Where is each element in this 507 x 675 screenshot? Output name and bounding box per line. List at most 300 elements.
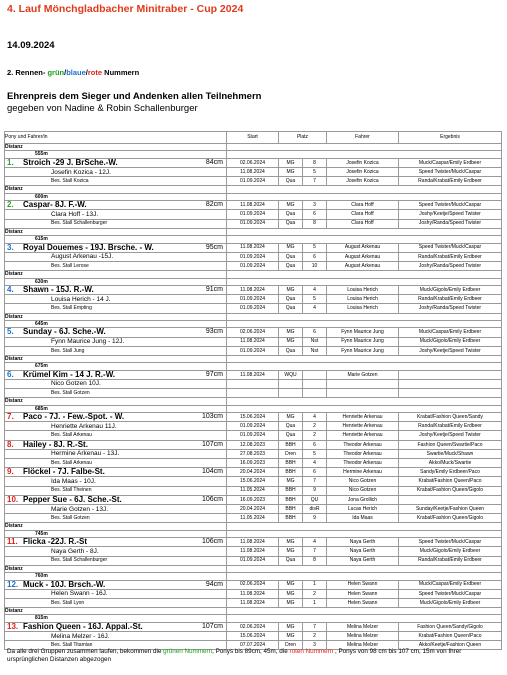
entry-row bbox=[5, 210, 502, 219]
distance-label: Distanz bbox=[5, 398, 23, 405]
pony-height: 94cm bbox=[205, 580, 223, 588]
start-track bbox=[279, 379, 303, 388]
start-driver: Nico Gotzen bbox=[327, 477, 399, 486]
rider-name: Clara Hoff - 13J. bbox=[51, 210, 99, 218]
pony-height: 103cm bbox=[201, 413, 223, 421]
start-track: Qua bbox=[279, 210, 303, 219]
start-date: 01.09.2024 bbox=[227, 295, 279, 304]
pony-cell bbox=[5, 622, 227, 631]
start-place: 5 bbox=[303, 243, 327, 252]
start-driver: Melina Melzer bbox=[327, 641, 399, 650]
start-place bbox=[303, 379, 327, 388]
start-driver: Henriette Arkenau bbox=[327, 422, 399, 431]
start-driver: Josefin Kozica bbox=[327, 177, 399, 186]
start-track: BBH bbox=[279, 486, 303, 495]
stable-name: Bes. Stall Theinen bbox=[51, 487, 92, 494]
start-result: Speed Twister/Muck/Caspar bbox=[399, 589, 502, 598]
start-track: BBH bbox=[279, 504, 303, 513]
start-place: 7 bbox=[303, 177, 327, 186]
pony-cell bbox=[5, 431, 227, 440]
pony-name: Krümel Kim - 14 J. R.-W. bbox=[23, 370, 116, 379]
start-number: 5. bbox=[7, 327, 14, 337]
start-place: 1 bbox=[303, 598, 327, 607]
start-track: MG bbox=[279, 589, 303, 598]
distance-value bbox=[5, 615, 227, 622]
pony-height: 93cm bbox=[205, 328, 223, 336]
pony-cell bbox=[5, 158, 227, 167]
pony-cell bbox=[5, 422, 227, 431]
entry-row bbox=[5, 468, 502, 477]
start-result: Randa/Krabat/Emily Erdbeer bbox=[399, 252, 502, 261]
pony-height: 104cm bbox=[201, 468, 223, 476]
start-driver: Melina Melzer bbox=[327, 622, 399, 631]
start-result: Randa/Krabat/Emily Erdbeer bbox=[399, 295, 502, 304]
distance-value-spacer bbox=[227, 615, 502, 622]
rider-name: Josefin Kozica - 12J. bbox=[51, 168, 111, 176]
start-result bbox=[399, 379, 502, 388]
race-prefix: 2. Rennen- bbox=[7, 68, 48, 77]
distance-value-row bbox=[5, 151, 502, 158]
start-date: 11.08.2024 bbox=[227, 589, 279, 598]
start-track: Qua bbox=[279, 261, 303, 270]
entry-row bbox=[5, 346, 502, 355]
pony-cell bbox=[5, 379, 227, 388]
start-driver: Helen Swann bbox=[327, 580, 399, 589]
pony-cell bbox=[5, 468, 227, 477]
distance-spacer bbox=[227, 228, 502, 235]
start-driver: Louisa Herich bbox=[327, 285, 399, 294]
distance-label: Distanz bbox=[5, 608, 23, 615]
rider-name: Ida Maas - 10J. bbox=[51, 477, 96, 485]
entry-row bbox=[5, 580, 502, 589]
entry-row bbox=[5, 328, 502, 337]
distance-value-text: 615m bbox=[35, 236, 48, 243]
start-track: BBH bbox=[279, 514, 303, 523]
start-track bbox=[279, 389, 303, 398]
start-date: 01.09.2024 bbox=[227, 210, 279, 219]
race-red: rote bbox=[87, 68, 103, 77]
start-track: MG bbox=[279, 580, 303, 589]
start-track: MG bbox=[279, 598, 303, 607]
start-driver: Theodor Arkenau bbox=[327, 440, 399, 449]
start-place bbox=[303, 389, 327, 398]
pony-height: 106cm bbox=[201, 495, 223, 503]
start-result: Joshy/Randa/Speed Twister bbox=[399, 304, 502, 313]
start-date: 11.08.2024 bbox=[227, 337, 279, 346]
start-driver: Henriette Arkenau bbox=[327, 431, 399, 440]
start-track: Qua bbox=[279, 219, 303, 228]
start-place: 2 bbox=[303, 431, 327, 440]
entry-row bbox=[5, 389, 502, 398]
distance-value bbox=[5, 193, 227, 200]
start-track: Qua bbox=[279, 304, 303, 313]
pony-cell bbox=[5, 556, 227, 565]
pony-cell bbox=[5, 177, 227, 186]
start-place: QU bbox=[303, 495, 327, 504]
distance-spacer bbox=[227, 523, 502, 530]
distance-value-text: 745m bbox=[35, 530, 48, 537]
start-track: BBH bbox=[279, 468, 303, 477]
pony-name: Paco - 7J. - Few.-Spot. - W. bbox=[23, 412, 125, 422]
start-track: MG bbox=[279, 168, 303, 177]
start-driver: August Arkenau bbox=[327, 261, 399, 270]
start-date: 11.08.2024 bbox=[227, 201, 279, 210]
distance-value bbox=[5, 405, 227, 412]
distance-value-spacer bbox=[227, 405, 502, 412]
footer-part-2: , Ponys bis 89cm, 45m, die bbox=[212, 648, 290, 655]
distance-value-spacer bbox=[227, 320, 502, 327]
pony-cell bbox=[5, 337, 227, 346]
start-driver: Theodor Arkenau bbox=[327, 449, 399, 458]
start-result: Randa/Krabat/Emily Erdbeer bbox=[399, 177, 502, 186]
start-place: 9 bbox=[303, 514, 327, 523]
start-date: 11.08.2024 bbox=[227, 370, 279, 379]
distance-cell bbox=[5, 608, 227, 615]
start-date: 16.09.2023 bbox=[227, 495, 279, 504]
distance-value bbox=[5, 363, 227, 370]
start-result: Muck/Gigolo/Emily Erdbeer bbox=[399, 547, 502, 556]
pony-cell bbox=[5, 328, 227, 337]
stable-name: Bes. Stall Schallenburger bbox=[51, 557, 108, 564]
header-start: Start bbox=[227, 132, 279, 144]
start-driver: Clara Hoff bbox=[327, 219, 399, 228]
distance-value-row bbox=[5, 573, 502, 580]
distance-row bbox=[5, 144, 502, 151]
rider-name: Naya Gerth - 8J. bbox=[51, 547, 99, 555]
start-result: Akko/Keetje/Fashion Queen bbox=[399, 641, 502, 650]
stable-name: Bes. Stall Arkenau bbox=[51, 432, 92, 439]
rider-name: August Arkenau -15J. bbox=[51, 253, 114, 261]
pony-cell bbox=[5, 252, 227, 261]
distance-value-spacer bbox=[227, 363, 502, 370]
start-date: 02.06.2024 bbox=[227, 328, 279, 337]
start-date: 11.08.2024 bbox=[227, 547, 279, 556]
distance-row bbox=[5, 355, 502, 362]
prize-line-2: gegeben von Nadine & Robin Schallenburger bbox=[7, 103, 198, 114]
start-place: 7 bbox=[303, 622, 327, 631]
distance-label: Distanz bbox=[5, 186, 23, 193]
start-place: Nst bbox=[303, 337, 327, 346]
pony-head bbox=[5, 201, 226, 209]
rider-name: Louisa Herich - 14 J. bbox=[51, 295, 111, 303]
start-result: Akko/Muck/Swartie bbox=[399, 459, 502, 468]
start-place: disR bbox=[303, 504, 327, 513]
start-place: 7 bbox=[303, 547, 327, 556]
entry-row bbox=[5, 589, 502, 598]
start-track: Qua bbox=[279, 346, 303, 355]
start-track: MG bbox=[279, 622, 303, 631]
pony-head bbox=[5, 371, 226, 379]
stable-name: Bes. Stall Lyon bbox=[51, 599, 85, 606]
distance-value-text: 600m bbox=[35, 193, 48, 200]
distance-row bbox=[5, 228, 502, 235]
distance-spacer bbox=[227, 186, 502, 193]
start-list-table bbox=[4, 131, 502, 650]
entry-row bbox=[5, 304, 502, 313]
distance-label: Distanz bbox=[5, 313, 23, 320]
start-result: Joshy/Randa/Speed Twister bbox=[399, 261, 502, 270]
pony-head bbox=[5, 328, 226, 336]
distance-value bbox=[5, 236, 227, 243]
start-date: 11.08.2024 bbox=[227, 243, 279, 252]
distance-cell bbox=[5, 186, 227, 193]
distance-cell bbox=[5, 144, 227, 151]
rider-name: Melina Melzer - 16J. bbox=[51, 632, 110, 640]
start-place: 4 bbox=[303, 304, 327, 313]
distance-cell bbox=[5, 313, 227, 320]
start-date: 20.04.2024 bbox=[227, 468, 279, 477]
entry-row bbox=[5, 252, 502, 261]
distance-value-row bbox=[5, 278, 502, 285]
start-driver: Theodor Arkenau bbox=[327, 459, 399, 468]
start-driver: Ida Maas bbox=[327, 514, 399, 523]
start-date: 01.09.2024 bbox=[227, 261, 279, 270]
start-place: 4 bbox=[303, 413, 327, 422]
start-date: 15.06.2024 bbox=[227, 413, 279, 422]
entry-row bbox=[5, 598, 502, 607]
distance-spacer bbox=[227, 608, 502, 615]
entry-row bbox=[5, 538, 502, 547]
distance-value-text: 815m bbox=[35, 615, 48, 622]
pony-height: 107cm bbox=[201, 622, 223, 630]
entry-row bbox=[5, 219, 502, 228]
race-date: 14.09.2024 bbox=[7, 40, 55, 51]
start-date bbox=[227, 379, 279, 388]
start-number: 9. bbox=[7, 467, 14, 477]
distance-value-spacer bbox=[227, 573, 502, 580]
start-track: MG bbox=[279, 337, 303, 346]
distance-value-spacer bbox=[227, 236, 502, 243]
entry-row bbox=[5, 243, 502, 252]
table-header-row bbox=[5, 132, 502, 144]
start-driver: Hermine Arkenau bbox=[327, 468, 399, 477]
distance-label: Distanz bbox=[5, 228, 23, 235]
start-place: 2 bbox=[303, 589, 327, 598]
start-place: 2 bbox=[303, 632, 327, 641]
start-place: 6 bbox=[303, 252, 327, 261]
pony-cell bbox=[5, 304, 227, 313]
start-track: MG bbox=[279, 285, 303, 294]
distance-label: Distanz bbox=[5, 144, 23, 150]
distance-value-text: 555m bbox=[35, 151, 48, 158]
start-track: MG bbox=[279, 201, 303, 210]
pony-cell bbox=[5, 514, 227, 523]
start-place: Nst bbox=[303, 346, 327, 355]
race-heading bbox=[7, 68, 139, 77]
pony-head bbox=[5, 538, 226, 546]
start-date: 01.09.2024 bbox=[227, 431, 279, 440]
start-place: 8 bbox=[303, 158, 327, 167]
distance-row bbox=[5, 565, 502, 572]
start-driver: Louisa Herich bbox=[327, 295, 399, 304]
pony-name: Fashion Queen - 16J. Appal.-St. bbox=[23, 622, 143, 631]
start-date: 01.09.2024 bbox=[227, 346, 279, 355]
pony-head bbox=[5, 468, 226, 476]
start-date: 02.06.2024 bbox=[227, 580, 279, 589]
start-place: 4 bbox=[303, 459, 327, 468]
distance-value-row bbox=[5, 320, 502, 327]
entry-row bbox=[5, 413, 502, 422]
distance-value-row bbox=[5, 615, 502, 622]
start-result: Sandy/Emily Erdbeer/Paco bbox=[399, 468, 502, 477]
pony-name: Shawn - 15J. R.-W. bbox=[23, 285, 94, 295]
start-result: Joshy/Keetje/Speed Twister bbox=[399, 210, 502, 219]
start-track: MG bbox=[279, 547, 303, 556]
start-track: Dren bbox=[279, 449, 303, 458]
start-place: 5 bbox=[303, 295, 327, 304]
start-date: 07.07.2024 bbox=[227, 641, 279, 650]
start-result: Muck/Caspar/Emily Erdbeer bbox=[399, 328, 502, 337]
stable-name: Bes. Stall Gotzen bbox=[51, 389, 90, 396]
start-result: Muck/Gigolo/Emily Erdbeer bbox=[399, 337, 502, 346]
distance-cell bbox=[5, 228, 227, 235]
start-result: Speed Twister/Muck/Caspar bbox=[399, 201, 502, 210]
distance-value bbox=[5, 573, 227, 580]
pony-cell bbox=[5, 243, 227, 252]
start-place: 7 bbox=[303, 477, 327, 486]
footer-green: grünen Nummern bbox=[163, 648, 213, 655]
start-result: Joshy/Keetje/Speed Twister bbox=[399, 431, 502, 440]
start-place: 3 bbox=[303, 641, 327, 650]
start-driver: Nico Gotzen bbox=[327, 486, 399, 495]
start-date: 11.05.2024 bbox=[227, 514, 279, 523]
start-place: 1 bbox=[303, 580, 327, 589]
start-result: Muck/Gigolo/Emily Erdbeer bbox=[399, 598, 502, 607]
pony-name: Flicka -22J. R.-St bbox=[23, 537, 88, 547]
stable-name: Bes. Stall Schallenburger bbox=[51, 220, 108, 227]
distance-value bbox=[5, 278, 227, 285]
start-result bbox=[399, 370, 502, 379]
pony-name: Royal Douemes - 19J. Brsche. - W. bbox=[23, 243, 154, 252]
pony-height: 82cm bbox=[205, 201, 223, 209]
start-place: 8 bbox=[303, 556, 327, 565]
start-result: Muck/Caspar/Emily Erdbeer bbox=[399, 580, 502, 589]
start-result: Krabat/Fashion Queen/Gigolo bbox=[399, 486, 502, 495]
start-track: MG bbox=[279, 158, 303, 167]
pony-cell bbox=[5, 449, 227, 458]
pony-name: Hailey - 8J. R.-St. bbox=[23, 440, 88, 449]
pony-head bbox=[5, 441, 226, 449]
pony-cell bbox=[5, 168, 227, 177]
entry-row bbox=[5, 201, 502, 210]
distance-value bbox=[5, 530, 227, 537]
start-result: Speed Twister/Muck/Caspar bbox=[399, 243, 502, 252]
entry-row bbox=[5, 422, 502, 431]
start-result: Krabat/Fashion Queen/Gigolo bbox=[399, 514, 502, 523]
start-number: 7. bbox=[7, 412, 14, 422]
start-track: MG bbox=[279, 632, 303, 641]
distance-value-spacer bbox=[227, 151, 502, 158]
entry-row bbox=[5, 556, 502, 565]
pony-cell bbox=[5, 219, 227, 228]
start-driver: Henriette Arkenau bbox=[327, 413, 399, 422]
stable-name: Bes. Stall Gotzen bbox=[51, 515, 90, 522]
start-date: 02.06.2024 bbox=[227, 158, 279, 167]
distance-value-text: 685m bbox=[35, 405, 48, 412]
stable-name: Bes. Stall Kozica bbox=[51, 178, 89, 185]
start-track: MG bbox=[279, 477, 303, 486]
header-ergebnis: Ergebnis bbox=[399, 132, 502, 144]
entry-row bbox=[5, 440, 502, 449]
distance-row bbox=[5, 523, 502, 530]
start-driver bbox=[327, 389, 399, 398]
start-driver: Helen Swann bbox=[327, 589, 399, 598]
start-result: Fashion Queen/Swartie/Paco bbox=[399, 440, 502, 449]
start-number: 13. bbox=[7, 622, 19, 631]
pony-cell bbox=[5, 440, 227, 449]
start-driver: Clara Hoff bbox=[327, 210, 399, 219]
start-track: Qua bbox=[279, 252, 303, 261]
entry-row bbox=[5, 477, 502, 486]
stable-name: Bes. Stall Titamian bbox=[51, 642, 93, 649]
race-sep2: / bbox=[85, 68, 88, 77]
start-track: Qua bbox=[279, 177, 303, 186]
stable-name: Bes. Stall Arkenau bbox=[51, 459, 92, 466]
start-result: Joshy/Randa/Speed Twister bbox=[399, 219, 502, 228]
rider-name: Helen Swann - 16J. bbox=[51, 590, 108, 598]
footer-part-3: , Ponys von 98 cm bis 107 cm, 15m von Ihrer ursprünglichen Distanzen abgezogen bbox=[7, 648, 462, 664]
start-place: 9 bbox=[303, 486, 327, 495]
page-title: 4. Lauf Mönchgladbacher Minitraber - Cup 2024 bbox=[7, 3, 244, 15]
rider-name: Fynn Maurice Jung - 12J. bbox=[51, 338, 125, 346]
race-blue: blaue bbox=[66, 68, 86, 77]
start-driver: Melina Melzer bbox=[327, 632, 399, 641]
start-driver: Josefin Kozica bbox=[327, 168, 399, 177]
start-place: 10 bbox=[303, 261, 327, 270]
start-date: 16.09.2023 bbox=[227, 459, 279, 468]
entry-row bbox=[5, 261, 502, 270]
distance-value-text: 760m bbox=[35, 573, 48, 580]
start-result bbox=[399, 389, 502, 398]
pony-height: 107cm bbox=[201, 440, 223, 448]
start-driver: Louisa Herich bbox=[327, 304, 399, 313]
distance-value-spacer bbox=[227, 530, 502, 537]
rider-name: Marie Gotzen - 13J. bbox=[51, 505, 109, 513]
entry-row bbox=[5, 622, 502, 631]
distance-cell bbox=[5, 271, 227, 278]
distance-spacer bbox=[227, 355, 502, 362]
stable-name: Bes. Stall Lerose bbox=[51, 262, 89, 269]
distance-value-row bbox=[5, 405, 502, 412]
pony-head bbox=[5, 244, 226, 252]
entry-row bbox=[5, 379, 502, 388]
start-date: 12.08.2023 bbox=[227, 440, 279, 449]
start-driver: Fynn Maurice Jung bbox=[327, 346, 399, 355]
start-driver: Marie Gotzen bbox=[327, 370, 399, 379]
start-number: 10. bbox=[7, 495, 19, 504]
start-date: 27.08.2023 bbox=[227, 449, 279, 458]
pony-cell bbox=[5, 370, 227, 379]
entry-row bbox=[5, 370, 502, 379]
pony-height: 91cm bbox=[205, 286, 223, 294]
header-pony: Pony und Fahrer/in bbox=[5, 132, 227, 144]
pony-cell bbox=[5, 598, 227, 607]
start-result: Joshy/Keetje/Speed Twister bbox=[399, 346, 502, 355]
start-driver: August Arkenau bbox=[327, 243, 399, 252]
entry-row bbox=[5, 337, 502, 346]
start-track: Qua bbox=[279, 556, 303, 565]
entry-row bbox=[5, 514, 502, 523]
pony-name: Pepper Sue - 6J. Sche.-St. bbox=[23, 495, 122, 504]
distance-row bbox=[5, 398, 502, 405]
distance-cell bbox=[5, 355, 227, 362]
distance-value-row bbox=[5, 193, 502, 200]
start-track: BBH bbox=[279, 495, 303, 504]
start-track: Dren bbox=[279, 641, 303, 650]
start-number: 2. bbox=[7, 200, 14, 210]
pony-cell bbox=[5, 477, 227, 486]
prize-line-1: Ehrenpreis dem Sieger und Andenken allen Teilnehmern bbox=[7, 91, 262, 102]
